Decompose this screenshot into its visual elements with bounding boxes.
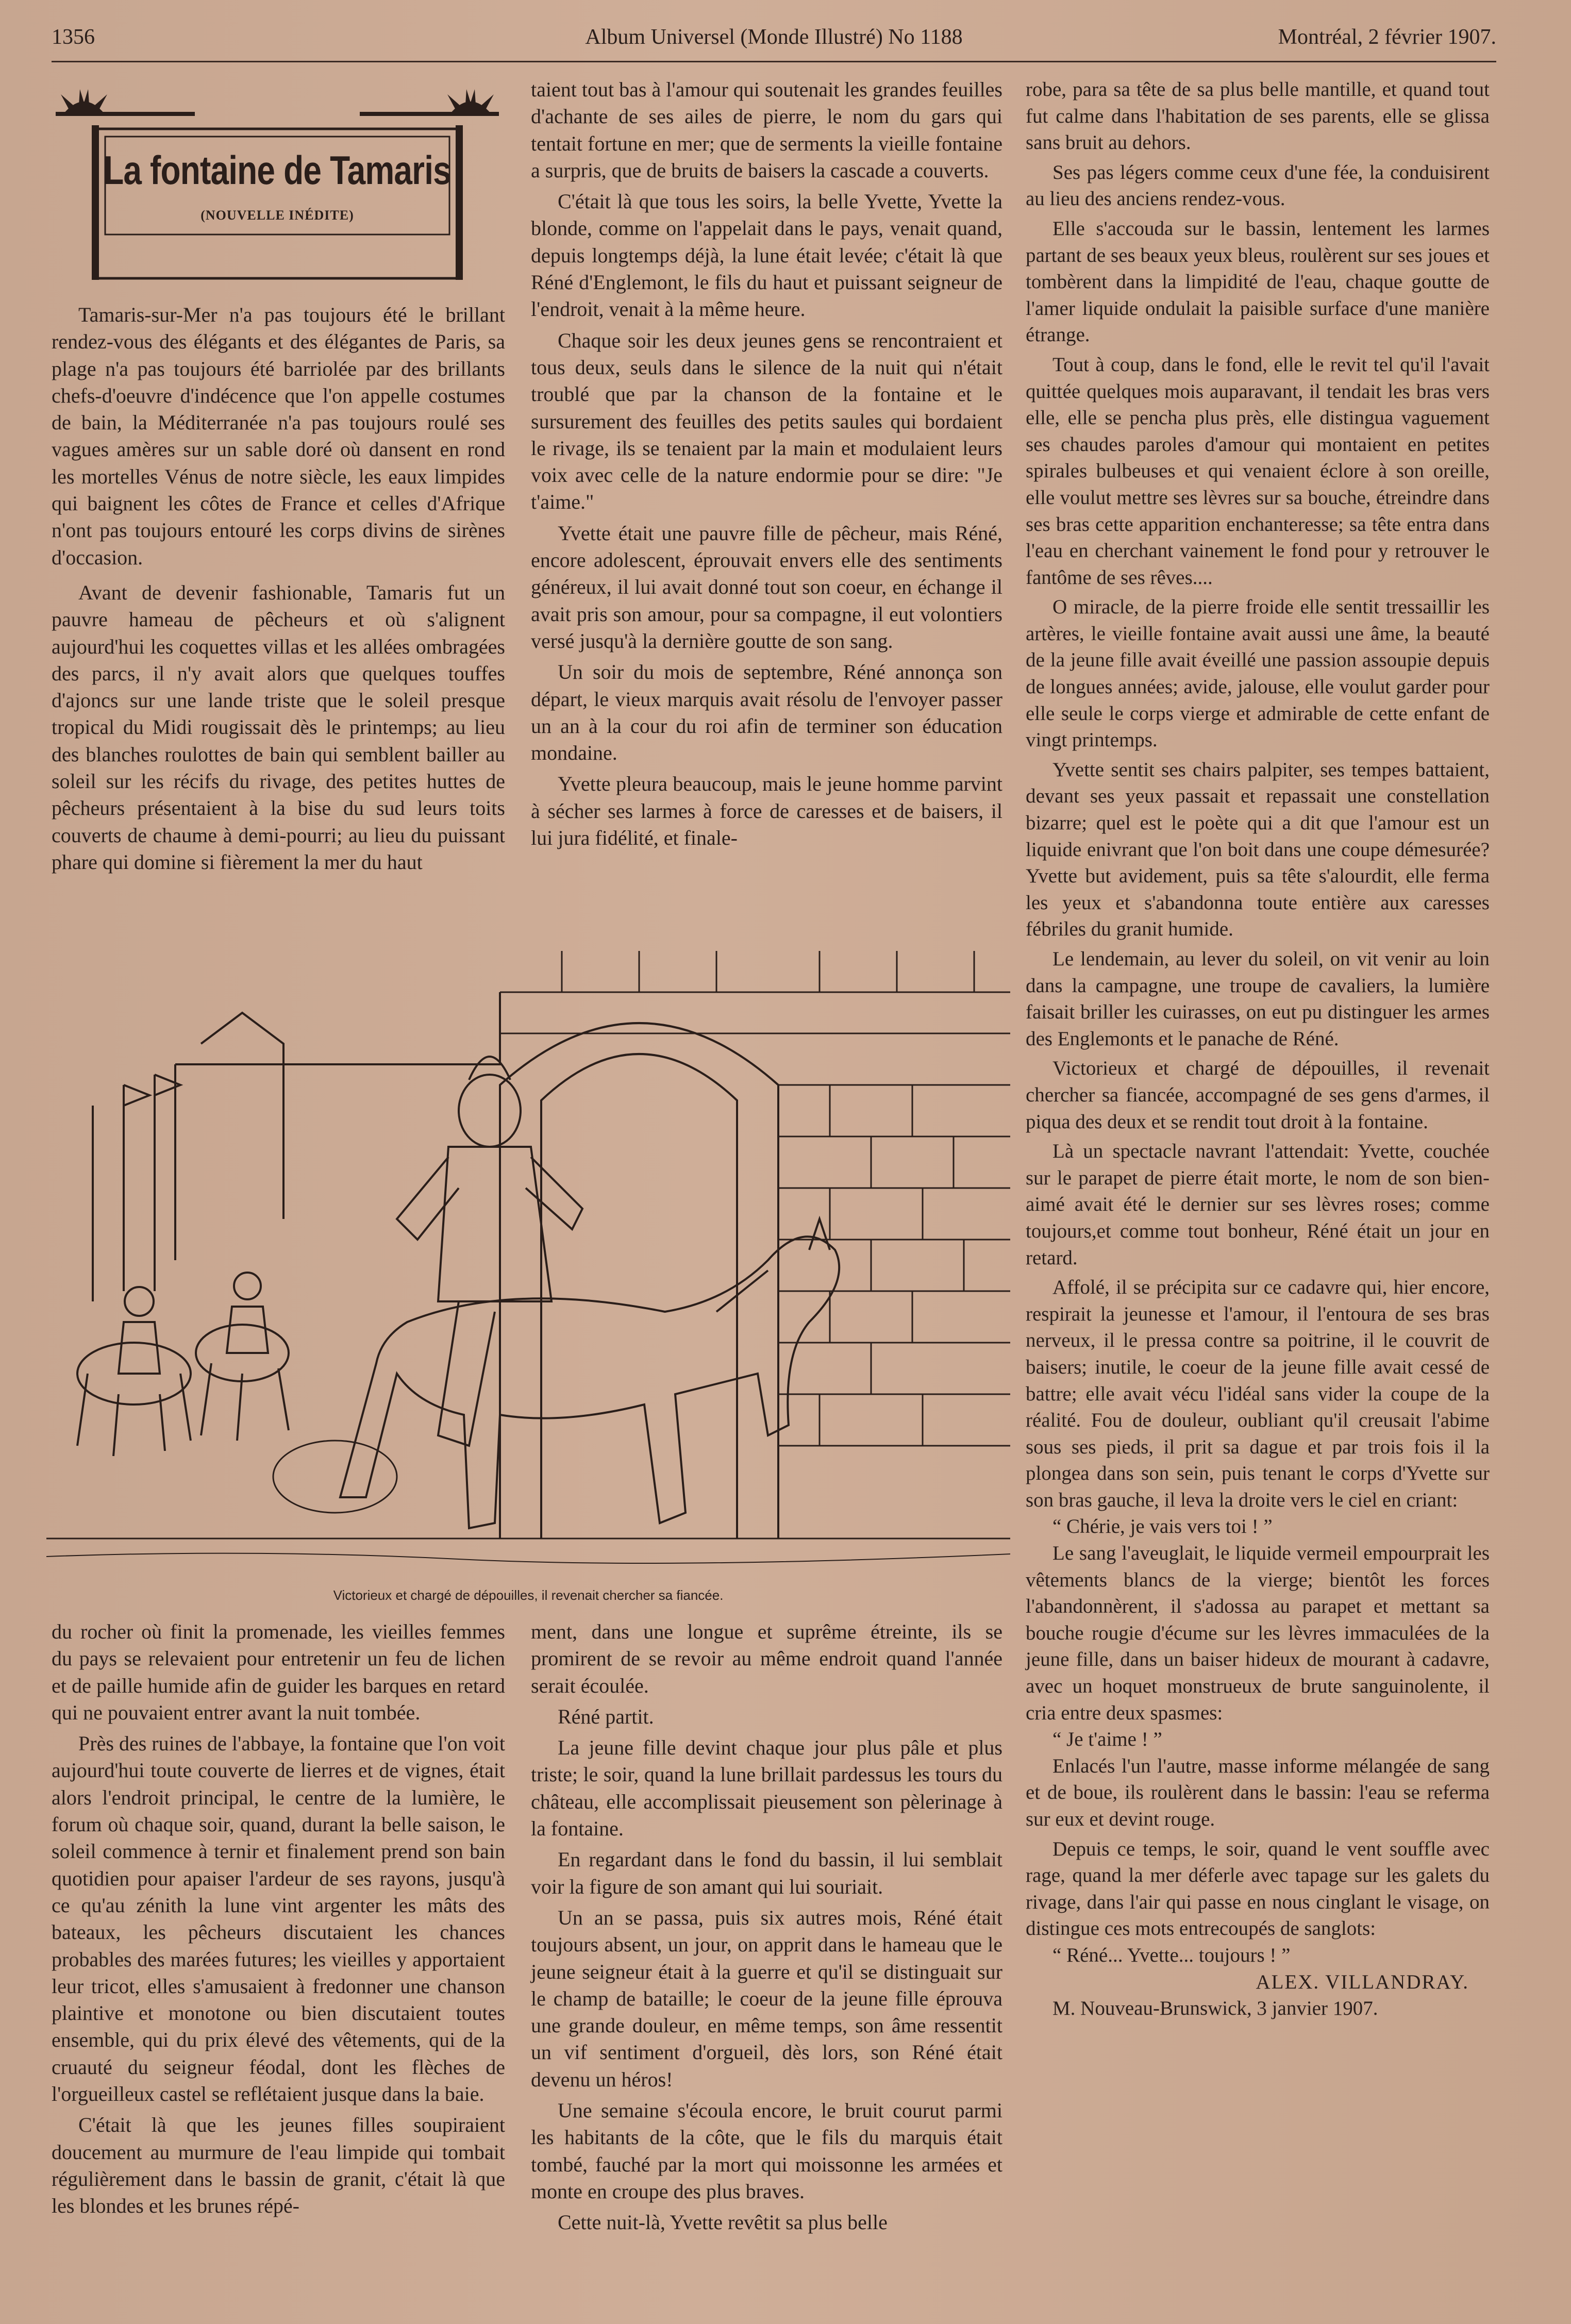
paragraph: Yvette sentit ses chairs palpiter, ses tempes battaient, devant ses yeux passait et repassait une constellation bizarre; quel est le poète qui a dit que l'amour est un liquide enivrant que l'on boit dans une coupe démesurée? Yvette but avidement, puis sa tête s'alourdit, elle ferma les yeux et s'abandonna toute entière aux caresses fébriles du granit humide. xyxy=(1026,758,1490,941)
paragraph: taient tout bas à l'amour qui soutenait les grandes feuilles d'achante de ses ailes de pierre, le nom du gars qui tentait fortune en mer; que de serments la vieille fontaine a surpris, que de bruits de baisers la cascade a couverts. xyxy=(531,78,1002,182)
paragraph: C'était là que les jeunes filles soupiraient doucement au murmure de l'eau limpide qui tombait régulièrement dans le bassin de granit, c'était là que les blondes et les brunes répé- xyxy=(52,2113,505,2218)
paragraph: Un soir du mois de septembre, Réné annonça son départ, le vieux marquis avait résolu de l'envoyer passer un an à la cour du roi afin de terminer son éducation mondaine. xyxy=(531,660,1002,765)
paragraph: Enlacés l'un l'autre, masse informe mélangée de sang et de boue, ils roulèrent dans le bassin: l'eau se referma sur eux et devint rouge. xyxy=(1026,1754,1490,1830)
paragraph: ment, dans une longue et suprême étreinte, ils se promirent de se revoir au même endroit quand l'année serait écoulée. xyxy=(531,1620,1002,1697)
title-cartouche xyxy=(56,85,499,281)
paragraph: O miracle, de la pierre froide elle sentit tressaillir les artères, le vieille fontaine avait aussi une âme, la beauté de la jeune fille avait éveillé une passion assoupie depuis de longues années; avide, jalouse, elle voulut garder pour elle seule le corps vierge et admirable de cette enfant de vingt printemps. xyxy=(1026,596,1490,751)
paragraph: Le lendemain, au lever du soleil, on vit venir au loin dans la campagne, une troupe de cavaliers, la lumière faisait briller les cuirasses, on eut pu distinguer les armes des Englemonts et le panache de Réné. xyxy=(1026,948,1490,1050)
column-2-bottom xyxy=(531,1618,1002,2236)
paragraph: Avant de devenir fashionable, Tamaris fut un pauvre hameau de pêcheurs et où s'alignent aujourd'hui les coquettes villas et les allées ombragées des parcs, il n'y avait alors que quelques touffes d'ajoncs sur une lande triste que le soleil presque tropical du Midi rougissait dès le printemps; au lieu des blanches roulottes de bain qui semblent bailler au soleil sur les récifs du rivage, des petites huttes de pêcheurs présentaient à la bise du sud leurs toits couverts de chaume à demi-pourri; au lieu du puissant phare qui domine si fièrement la mer du haut xyxy=(52,580,505,874)
paragraph: Depuis ce temps, le soir, quand le vent souffle avec rage, quand la mer déferle avec tapage sur les galets du rivage, dans l'air qui passe en nous cinglant le visage, on distingue ces mots entrecoupés de sanglots: xyxy=(1026,1837,1490,1940)
column-1-top xyxy=(52,302,505,876)
knight-horse-engraving xyxy=(46,930,1010,1577)
header-rule xyxy=(52,61,1496,62)
illustration-caption: Victorieux et chargé de dépouilles, il revenait chercher sa fiancée. xyxy=(333,1587,724,1603)
paragraph: La jeune fille devint chaque jour plus pâle et plus triste; le soir, quand la lune brillait pardessus les tours du château, elle accomplissait pieusement son pèlerinage à la fontaine. xyxy=(531,1736,1002,1841)
paragraph: Réné partit. xyxy=(558,1704,654,1728)
illustration-knight-on-horse xyxy=(46,930,1010,1577)
paragraph: Près des ruines de l'abbaye, la fontaine que l'on voit aujourd'hui toute couverte de lierres et de vignes, était alors l'endroit principal, le centre de la lumière, le forum où chaque soir, quand, durant la belle saison, le soleil commence à ternir et finalement prend son bain quotidien pour apaiser l'ardeur de ses rayons, jusqu'à ce qu'au zénith la lune vint argenter les mâts des bateaux, les pêcheurs discutaient les chances probables des marées futures; les vieilles y apportaient leur tricot, elles s'amusaient à fredonner une chanson plaintive et monotone ou bien discutaient toutes ensemble, qui du prix élevé des vêtements, qui de la cruauté du seigneur féodal, dont les flèches de l'orgueilleux castel se reflétaient jusque dans la baie. xyxy=(52,1732,505,2106)
column-3 xyxy=(1026,76,1490,2022)
quotation: “ Réné... Yvette... toujours ! ” xyxy=(1052,1944,1291,1966)
paragraph: Chaque soir les deux jeunes gens se rencontraient et tous deux, seuls dans le silence de la nuit qui n'était troublé que par la chanson de la fontaine et le sursurement des feuilles des petits saules qui bordaient le rivage, ils se tenaient par la main et modulaient leurs voix avec celle de la nature endormie pour se dire: "Je t'aime." xyxy=(531,328,1002,514)
column-1-bottom xyxy=(52,1618,505,2220)
paragraph: Yvette était une pauvre fille de pêcheur, mais Réné, encore adolescent, éprouvait envers elle des sentiments généreux, il lui avait donné tout son coeur, en échange il avait pris son amour, pour sa compagne, il eut volontiers versé jusqu'à la dernière goutte de son sang. xyxy=(531,521,1002,653)
paragraph: Elle s'accouda sur le bassin, lentement les larmes partant de ses beaux yeux bleus, roulèrent sur ses joues et tombèrent dans la limpidité de l'eau, chaque goutte de l'amer liquide ondulait la paisible surface d'une manière étrange. xyxy=(1026,217,1490,346)
paragraph: En regardant dans le fond du bassin, il lui semblait voir la figure de son amant qui lui souriait. xyxy=(531,1848,1002,1898)
signature-dateline: M. Nouveau-Brunswick, 3 janvier 1907. xyxy=(1052,1997,1378,2020)
paragraph: du rocher où finit la promenade, les vieilles femmes du pays se relevaient pour entretenir un feu de lichen et de paille humide afin de guider les barques en retard qui ne pouvaient entrer avant la nuit tombée. xyxy=(52,1620,505,1724)
paragraph: Là un spectacle navrant l'attendait: Yvette, couchée sur le parapet de pierre était morte, le nom de son bien-aimé avait été le dernier sur ses lèvres roses; comme toujours,et comme tout bonheur, Réné était un jour en retard. xyxy=(1026,1140,1490,1269)
column-2-top xyxy=(531,76,1002,851)
paragraph: robe, para sa tête de sa plus belle mantille, et quand tout fut calme dans l'habitation de ses parents, elle se glissa sans bruit au dehors. xyxy=(1026,78,1490,154)
quotation: “ Chérie, je vais vers toi ! ” xyxy=(1052,1515,1273,1538)
paragraph: C'était là que tous les soirs, la belle Yvette, Yvette la blonde, comme on l'appelait dans le pays, venait quand, depuis longtemps déjà, la lune était levée; c'était là que Réné d'Englemont, le fils du haut et puissant seigneur de l'endroit, venait à la même heure. xyxy=(531,190,1002,321)
author-signature: ALEX. VILLANDRAY. xyxy=(1256,1970,1469,1993)
paragraph: Yvette pleura beaucoup, mais le jeune homme parvint à sécher ses larmes à force de caresses et de baisers, il lui jura fidélité, et finale- xyxy=(531,772,1002,850)
paragraph: Un an se passa, puis six autres mois, Réné était toujours absent, un jour, on apprit dans le hameau que le jeune seigneur était à la guerre et qu'il se distinguait sur le champ de bataille; le coeur de la jeune fille éprouva une grande douleur, en même temps, son âme ressentit un vif sentiment d'orgueil, dès lors, son Réné était devenu un héros! xyxy=(531,1905,1002,2091)
story-subtitle: (NOUVELLE INÉDITE) xyxy=(200,208,354,223)
issue-date: Montréal, 2 février 1907. xyxy=(1278,25,1496,49)
paragraph: Ses pas légers comme ceux d'une fée, la conduisirent au lieu des anciens rendez-vous. xyxy=(1026,161,1490,210)
paragraph: Affolé, il se précipita sur ce cadavre qui, hier encore, respirait la jeunesse et l'amour, il l'entoura de ses bras nerveux, il le pressa contre sa poitrine, il le couvrit de baisers; inutile, le coeur de la jeune fille avait cessé de battre; elle avait vécu l'idéal sans vider la coupe de la réalité. Fou de douleur, oubliant qu'il creusait l'abime sous ses pieds, il prit sa dague et par trois fois il la plongea dans son sein, puis tenant le corps d'Yvette sur son bras gauche, il leva la droite vers le ciel en criant: xyxy=(1026,1276,1490,1511)
publication-title: Album Universel (Monde Illustré) No 1188 xyxy=(585,25,963,49)
paragraph: Tamaris-sur-Mer n'a pas toujours été le brillant rendez-vous des élégants et des élégantes de Paris, sa plage n'a pas toujours été barriolée par des brillants chefs-d'oeuvre d'indécence que l'on appelle costumes de bain, la Méditerranée n'a pas toujours roulé ses vagues amères sur un sable doré où dansent en rond les mortelles Vénus de notre siècle, les eaux limpides qui baignent les côtes de France et celles d'Afrique n'ont pas toujours entouré les corps divins de sirènes d'occasion. xyxy=(52,303,505,569)
paragraph: Tout à coup, dans le fond, elle le revit tel qu'il l'avait quittée quelques mois auparavant, il tendait les bras vers elle, elle se pencha plus près, elle distingua vaguement ses chaudes paroles d'amour qui montaient en petites spirales bulbeuses et qui venaient éclore à son oreille, elle voulut mettre ses lèvres sur sa bouche, étreindre dans ses bras cette apparition enchanteresse; sa tête entra dans l'eau en cherchant vainement le fond pour y retrouver le fantôme de ses rêves.... xyxy=(1026,353,1490,589)
paragraph: Victorieux et chargé de dépouilles, il revenait chercher sa fiancée, accompagné de ses gens d'armes, il piqua des deux et se rendit tout droit à la fontaine. xyxy=(1026,1057,1490,1133)
story-title: La fontaine de Tamaris xyxy=(104,147,451,193)
paragraph: Le sang l'aveuglait, le liquide vermeil empourprait les vêtements blancs de la vierge; bientôt les forces l'abandonnèrent, il s'adossa au parapet et mettant sa bouche rougie d'écume sur les lèvres immaculées de la jeune fille, dans un baiser hideux de mourant à cadavre, avec un hoquet monstrueux de brute sanguinolente, il cria entre deux spasmes: xyxy=(1026,1542,1490,1724)
paragraph: Une semaine s'écoula encore, le bruit courut parmi les habitants de la côte, que le fils du marquis était tombé, fauché par la mort qui moissonne les armées et monte en croupe des plus braves. xyxy=(531,2099,1002,2203)
page-header xyxy=(52,25,1496,61)
paragraph: Cette nuit-là, Yvette revêtit sa plus belle xyxy=(558,2211,888,2234)
page-number: 1356 xyxy=(52,25,95,49)
quotation: “ Je t'aime ! ” xyxy=(1052,1728,1162,1751)
